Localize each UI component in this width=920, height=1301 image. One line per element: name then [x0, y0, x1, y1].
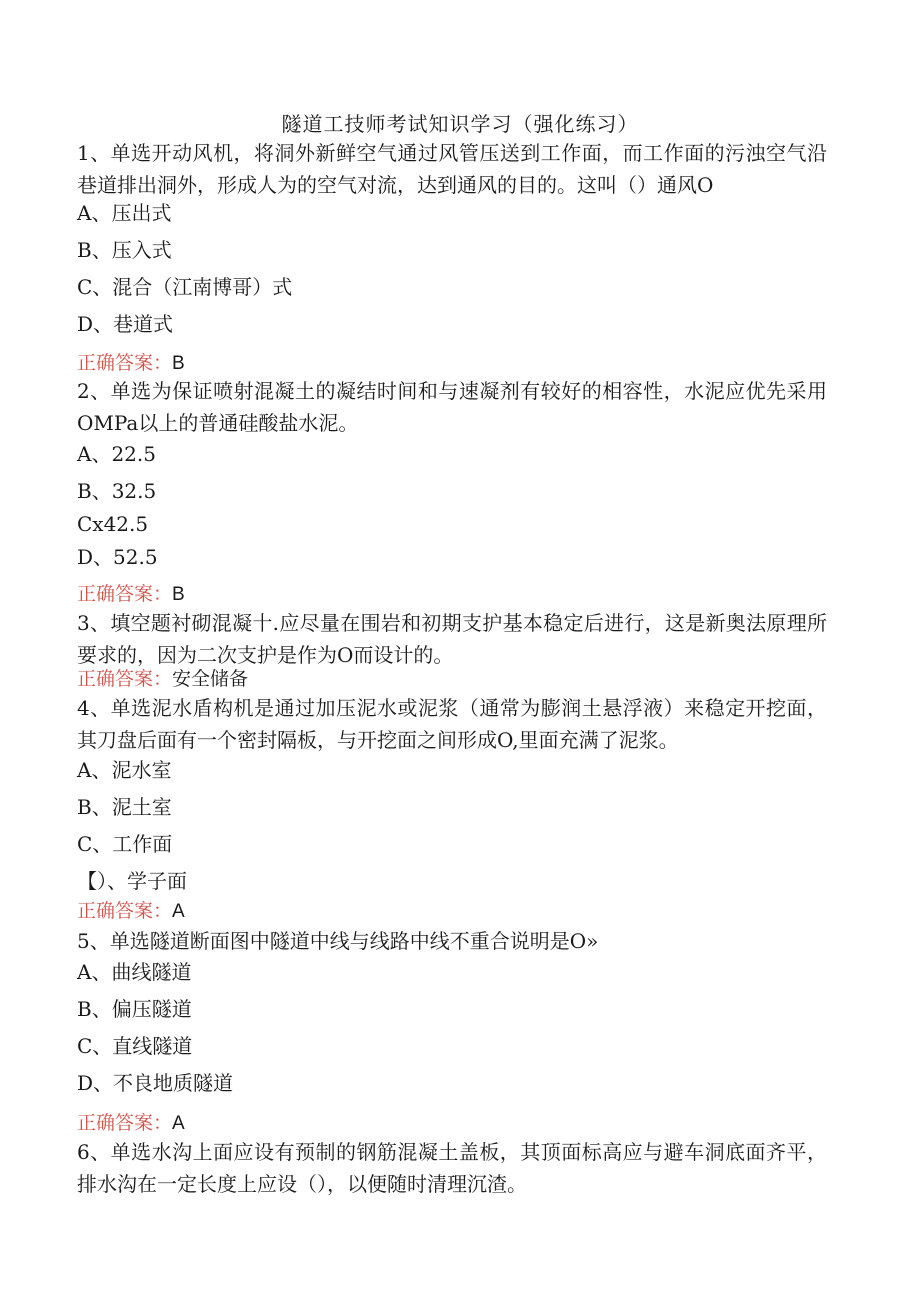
- answer-value: B: [172, 584, 185, 605]
- question-4-option-a: A、泥水室: [77, 758, 172, 782]
- question-4-option-c: C、工作面: [77, 832, 173, 856]
- question-3-answer: [77, 666, 248, 692]
- answer-value: 安全储备: [172, 668, 249, 690]
- question-1-text: 1、单选开动风机，将洞外新鲜空气通过风管压送到工作面，而工作面的污浊空气沿巷道排出洞外，形成人为的空气对流，达到通风的目的。这叫（）通风O: [77, 141, 827, 197]
- question-1-option-d: D、巷道式: [77, 312, 174, 336]
- question-2-text: 2、单选为保证喷射混凝土的凝结时间和与速凝剂有较好的相容性，水泥应优先采用OMPa以上的普通硅酸盐水泥。: [77, 379, 827, 435]
- question-1-option-c: C、混合（江南博哥）式: [77, 275, 293, 299]
- question-5-answer: [77, 1110, 185, 1137]
- question-5-text: 5、单选隧道断面图中隧道中线与线路中线不重合说明是O»: [77, 929, 599, 953]
- question-4-option-d: 【）、学子面: [77, 869, 187, 893]
- question-2-option-b: B、32.5: [77, 479, 157, 503]
- question-2-option-a: A、22.5: [77, 442, 156, 466]
- question-4-text: 4、单选泥水盾构机是通过加压泥水或泥浆（通常为膨润土悬浮液）来稳定开挖面，其刀盘后面有一个密封隔板，与开挖面之间形成O,里面充满了泥浆。: [77, 696, 827, 752]
- question-2-answer: [77, 581, 185, 608]
- answer-value: A: [172, 1113, 185, 1134]
- question-2-option-c: Cx42.5: [77, 512, 149, 536]
- answer-label: 正确答案：: [77, 1112, 173, 1134]
- answer-label: 正确答案：: [77, 352, 173, 374]
- question-5-option-a: A、曲线隧道: [77, 960, 192, 984]
- question-4-option-b: B、泥土室: [77, 795, 172, 819]
- question-2-option-d: D、52.5: [77, 545, 158, 569]
- question-1-option-a: A、压出式: [77, 201, 172, 225]
- answer-value: B: [172, 353, 185, 374]
- question-6-text: 6、单选水沟上面应设有预制的钢筋混凝土盖板，其顶面标高应与避车洞底面齐平，排水沟在一定长度上应设（），以便随时清理沉渣。: [77, 1140, 827, 1196]
- question-3-text: 3、填空题衬砌混凝十.应尽量在围岩和初期支护基本稳定后进行，这是新奥法原理所要求的，因为二次支护是作为O而设计的。: [77, 611, 827, 667]
- document-title: 隧道工技师考试知识学习（强化练习）: [281, 112, 639, 136]
- answer-label: 正确答案：: [77, 900, 173, 922]
- question-5-option-b: B、偏压隧道: [77, 997, 192, 1021]
- question-1-option-b: B、压入式: [77, 238, 172, 262]
- answer-label: 正确答案：: [77, 668, 173, 690]
- answer-label: 正确答案：: [77, 583, 173, 605]
- question-4-answer: [77, 898, 185, 925]
- question-1-answer: [77, 350, 185, 377]
- question-5-option-d: D、不良地质隧道: [77, 1071, 234, 1095]
- question-5-option-c: C、直线隧道: [77, 1034, 193, 1058]
- answer-value: A: [172, 901, 185, 922]
